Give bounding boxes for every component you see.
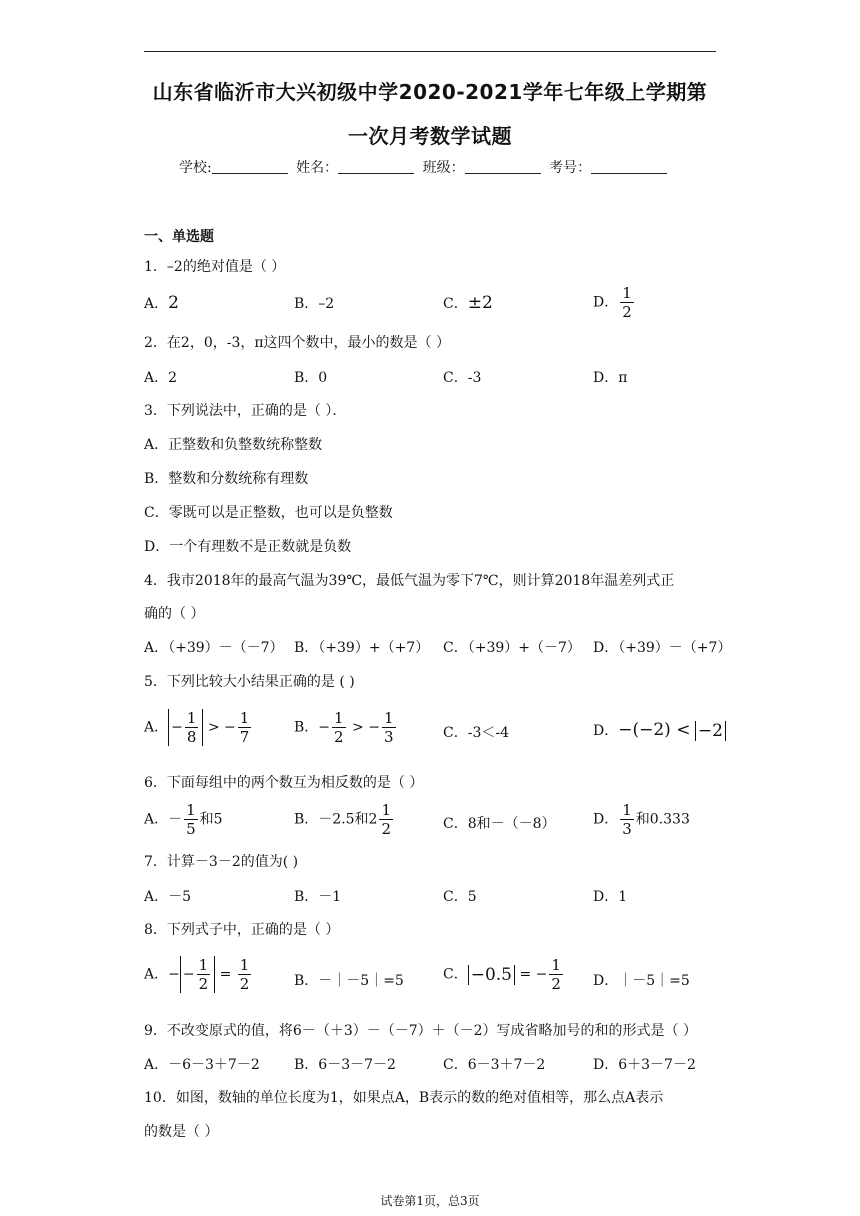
q2-option-c: C．-3 [443, 370, 482, 386]
page-title-line2: 一次月考数学试题 [348, 124, 512, 148]
q6-option-d: D． $\frac{1}{3}$ 和0.333 [593, 801, 690, 838]
q6-option-b: B．－2.5和2 $\frac{1}{2}$ [294, 801, 392, 838]
q4-option-a: A．（+39）－（－7） [144, 640, 284, 656]
class-label: 班级： [422, 160, 465, 176]
question-4-line1: 4．我市2018年的最高气温为39℃，最低气温为零下7℃，则计算2018年温差列式正 [144, 573, 675, 589]
q8-option-b: B．－｜－5｜=5 [294, 973, 404, 989]
q7-option-a: A．－5 [144, 889, 192, 905]
q9-option-c: C．6－3＋7－2 [443, 1057, 546, 1073]
question-10-line2: 的数是（ ） [144, 1124, 219, 1140]
q6-option-a: A．－ $\frac{1}{5}$ 和5 [144, 801, 223, 838]
question-9: 9．不改变原式的值，将6－（＋3）－（－7）＋（－2）写成省略加号的和的形式是（ ） [144, 1023, 697, 1039]
section-heading: 一、单选题 [144, 229, 214, 245]
name-blank[interactable] [338, 161, 414, 174]
page-footer: 试卷第1页，总3页 [380, 1194, 480, 1208]
question-2: 2．在2，0，-3，π这四个数中，最小的数是（ ） [144, 335, 451, 351]
name-label: 姓名： [296, 160, 339, 176]
question-8: 8．下列式子中，正确的是（ ） [144, 922, 340, 938]
question-1: 1．–2的绝对值是（ ） [144, 259, 286, 275]
q7-option-d: D．1 [593, 889, 628, 905]
q3-option-b: B．整数和分数统称有理数 [144, 471, 309, 487]
school-blank[interactable] [212, 161, 288, 174]
q5-option-b: B．− $\frac{1}{2}$ > − $\frac{1}{3}$ [294, 709, 394, 746]
q3-option-d: D．一个有理数不是正数就是负数 [144, 539, 352, 555]
q6-option-c: C．8和－（－8） [443, 816, 556, 832]
page-title-line1: 山东省临沂市大兴初级中学2020-2021学年七年级上学期第 [152, 80, 708, 104]
q4-option-c: C．（+39）+（－7） [443, 640, 581, 656]
q8-option-a: A．− − $\frac{1}{2}$ = $\frac{1}{2}$ [144, 956, 250, 993]
q3-option-a: A．正整数和负整数统称整数 [144, 437, 323, 453]
q7-option-c: C．5 [443, 889, 477, 905]
student-info-row [179, 157, 671, 177]
q5-option-a: A． − $\frac{1}{8}$ > − $\frac{1}{7}$ [144, 709, 250, 746]
question-6: 6．下面每组中的两个数互为相反数的是（ ） [144, 775, 424, 791]
q4-option-b: B．（+39）+（+7） [294, 640, 430, 656]
q1-option-b: B．–2 [294, 296, 335, 312]
q9-option-a: A．－6－3＋7－2 [144, 1057, 260, 1073]
class-blank[interactable] [465, 161, 541, 174]
q7-option-b: B．－1 [294, 889, 342, 905]
exam-no-label: 考号： [549, 160, 592, 176]
question-4-line2: 确的（ ） [144, 606, 205, 622]
question-5: 5．下列比较大小结果正确的是 ( ) [144, 674, 355, 690]
header-rule [144, 51, 716, 52]
q9-option-d: D．6＋3－7－2 [593, 1057, 696, 1073]
exam-no-blank[interactable] [591, 161, 667, 174]
q1-option-c: C．±2 [443, 293, 493, 313]
question-3: 3．下列说法中，正确的是（ ）． [144, 403, 347, 419]
school-label: 学校: [179, 160, 212, 176]
q8-option-d: D．｜－5｜=5 [593, 973, 690, 989]
question-10-line1: 10．如图，数轴的单位长度为1，如果点A，B表示的数的绝对值相等，那么点A表示 [144, 1090, 664, 1106]
q1-option-d: D． $\frac{1}{2}$ [593, 284, 632, 321]
q3-option-c: C．零既可以是正整数，也可以是负整数 [144, 505, 393, 521]
q8-option-c: C． −0.5 = − $\frac{1}{2}$ [443, 956, 561, 993]
q9-option-b: B．6－3－7－2 [294, 1057, 396, 1073]
q1-option-a: A．2 [144, 293, 179, 313]
q5-option-d: D．−(−2) < −2 [593, 720, 726, 741]
q5-option-c: C．-3＜-4 [443, 725, 509, 741]
q2-option-b: B．0 [294, 370, 328, 386]
q2-option-a: A．2 [144, 370, 178, 386]
question-7: 7．计算－3－2的值为( ) [144, 854, 299, 870]
q4-option-d: D．（+39）－（+7） [593, 640, 732, 656]
q2-option-d: D．π [593, 370, 628, 386]
